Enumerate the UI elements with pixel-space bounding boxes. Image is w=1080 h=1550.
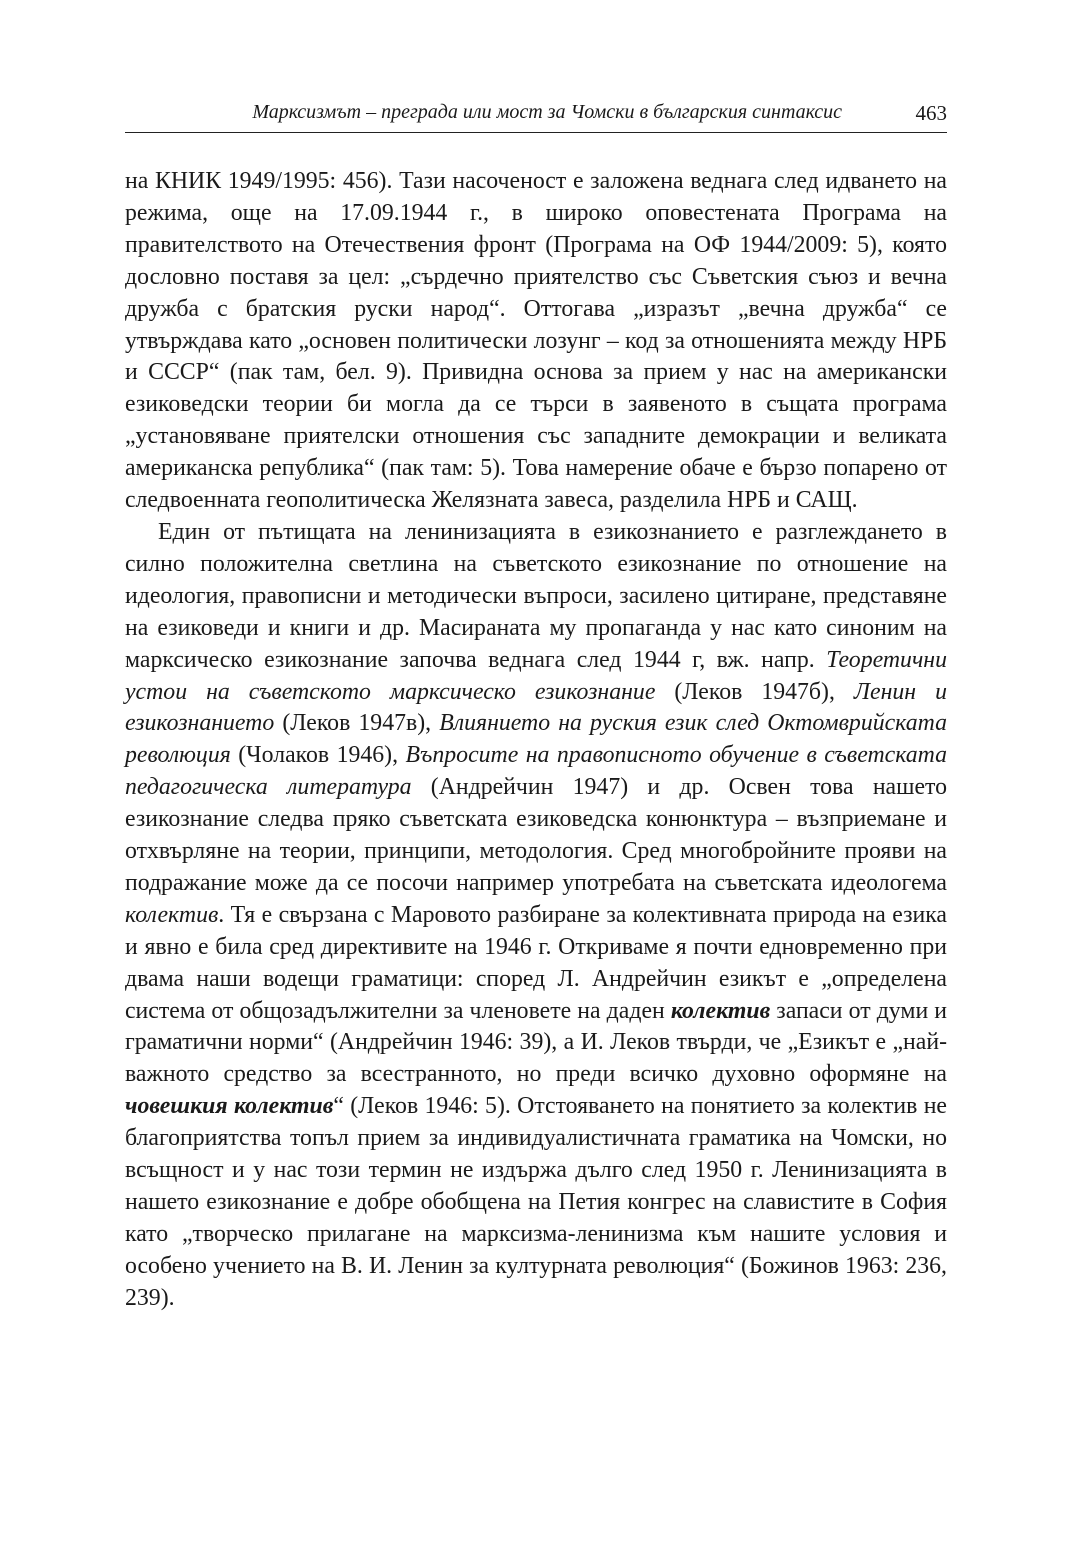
book-title: Ленин и езикознанието (125, 678, 947, 737)
book-title: Теоретични устои на съветското марксическо езикознание (125, 646, 947, 705)
page-number: 463 (915, 101, 947, 125)
text-run: (Андрейчин 1947) и др. Освен това нашето езикознание следва пряко съветската езиковедска конюнктура – възприемане и отхвърляне на теории, принципи, методология. Сред многобройните прояви на подражание може да се посочи например употребата на съветската идеологема (125, 774, 947, 896)
running-title: Марксизмът – преграда или мост за Чомски в българския синтаксис (252, 101, 842, 123)
paragraph (125, 517, 947, 1315)
book-title: Влиянието на руския език след Октомврийската революция (125, 710, 947, 769)
text-run: (Леков 1947б), (655, 678, 854, 705)
body-text (125, 166, 947, 1315)
text-run: “ (Леков 1946: 5). Отстояването на понятието за колектив не благоприятства топъл прием за индивидуалистичната граматика на Чомски, но всъщност и у нас този термин не издържа дълго след 1950 г. Ленинизацията в нашето езикознание е добре обобщена на Петия конгрес на славистите в София като „творческо прилагане на марксизма-ленинизма към нашите условия и особено учението на В. И. Ленин за културната революция“ (Божинов 1963: 236, 239). (125, 1093, 947, 1311)
emphasis-term: колектив (670, 997, 771, 1024)
text-run: Един от пътищата на ленинизацията в езикознанието е разглеждането в силно положителна светлина на съветското езикознание по отношение на идеология, правописни и методически въпроси, засилено цитиране, представяне на езиковеди и книги и др. Масираната му пропаганда у нас като синоним на марксическо езикознание започва веднага след 1944 г, вж. напр. (125, 518, 947, 673)
text-run: запаси от думи и граматични норми“ (Андрейчин 1946: 39), а И. Леков твърди, че „Езикът е „най-важното средство за всестранното, но преди всичко духовно оформяне на (125, 997, 947, 1088)
italic-term: колектив (125, 901, 219, 928)
text-run: (Леков 1947в), (274, 710, 440, 737)
text-run: . Тя е свързана с Маровото разбиране за колективната природа на езика и явно е била сред директивите на 1946 г. Откриваме я почти едновременно при двама наши водещи граматици: според Л. Андрейчин езикът е „определена система от общозадължителни за членовете на даден (125, 901, 947, 1024)
text-run: на КНИК 1949/1995: 456). Тази насоченост е заложена веднага след идването на режима, още на 17.09.1944 г., в широко оповестената Програма на правителството на Отечествения фронт (Програма на ОФ 1944/2009: 5), която дословно поставя за цел: „сърдечно приятелство със Съветския съюз и вечна дружба с братския руски народ“. Оттогава „изразът „вечна дружба“ се утвърждава като „основен политически лозунг – код за отношенията между НРБ и СССР“ (пак там, бел. 9). Привидна основа за прием у нас на американски езиковедски теории би могла да се търси в заявеното в същата програма „установяване приятелски отношения със западните демокрации и великата американска република“ (пак там: 5). Това намерение обаче е бързо попарено от следвоенната геополитическа Желязната завеса, разделила НРБ и САЩ. (125, 168, 947, 514)
text-run: (Чолаков 1946), (230, 742, 406, 769)
running-header (125, 100, 947, 133)
book-title: Въпросите на правописното обучение в съветската педагогическа литература (125, 742, 948, 801)
emphasis-term: човешкия колектив (125, 1093, 334, 1120)
paragraph (125, 166, 947, 517)
